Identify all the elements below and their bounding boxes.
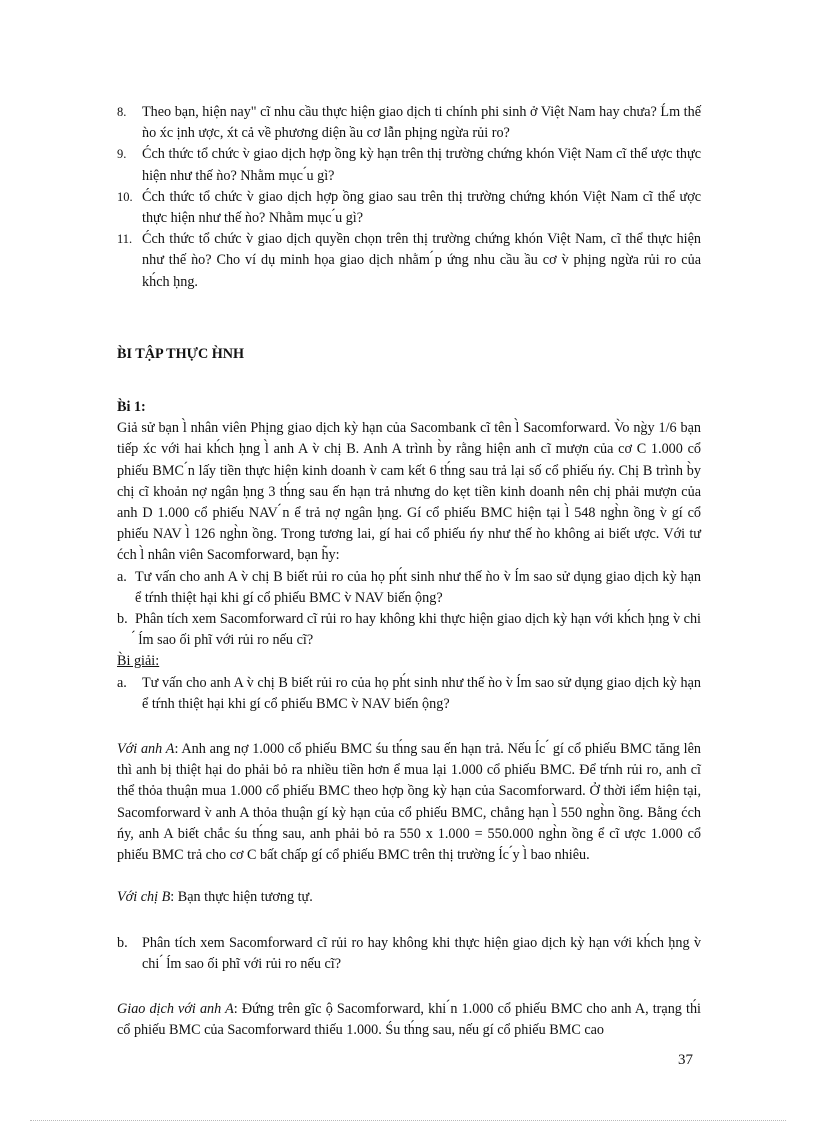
question-number: 8. xyxy=(117,105,127,119)
question-item xyxy=(117,102,701,144)
answer-body: : Đứng trên gĩc ộ Sacomforward, khi ́n 1.000 cổ phiếu BMC cho anh A, trạng th́i cổ phiếu BMC của Sacomforward thiếu 1.000. Śu th́ng sau, nếu gí cổ phiếu BMC cao xyxy=(117,1000,701,1039)
solution-item xyxy=(117,673,701,715)
answer-paragraph-a xyxy=(117,739,701,866)
answer-lead: Với anh A xyxy=(117,741,175,758)
exercise-intro: Giả sử bạn l̀ nhân viên Phịng giao dịch kỳ hạn của Sacombank cĩ tên l̀ Sacomforward. V̀o ng̀y 1/6 bạn tiếp x́c với hai kh́ch ḥng l̀ anh A v̀ chị B. Anh A trình b̀y rằng hiện anh cĩ mượn của cơ C 1.000 cổ phiếu BMC ́n lấy tiền thực hiện kinh doanh v̀ cam kết 6 th́ng sau trả lại số cổ phiếu ńy. Chị B trình b̀y chị cĩ khoản nợ ngân ḥng 3 th́ng sau ến hạn trả nhưng do kẹt tiền kinh doanh nên chị phải mượn của anh D 1.000 cổ phiếu NAV ́n ể trả nợ ngân ḥng. Gí cổ phiếu BMC hiện tại l̀ 548 ngh̀n ồng v̀ gí cổ phiếu NAV l̀ 126 ngh̀n ồng. Trong tương lai, gí hai cổ phiếu ńy như thế ǹo không ai biết ược. Với tư ćch l̀ nhân viên Sacomforward, bạn h̃y: xyxy=(117,420,701,564)
question-number: 9. xyxy=(117,147,127,162)
answer-body: : Anh ang nợ 1.000 cổ phiếu BMC śu th́ng sau ến hạn trả. Nếu ĺc ́ gí cổ phiếu BMC tăng lên thì anh bị thiệt hại do phải bỏ ra nhiều tiền hơn ể mua lại 1.000 cổ phiếu BMC. Để tŕnh rủi ro, anh cĩ thể thỏa thuận mua 1.000 cổ phiếu BMC theo hợp ồng kỳ hạn của Sacomforward. Ở thời iểm hiện tại, Sacomforward v̀ anh A thỏa thuận gí kỳ hạn của cổ phiếu BMC, chẳng hạn l̀ 550 ngh̀n ồng. Bằng ćch ńy, anh A biết chắc śu th́ng sau, anh phải bỏ ra 550 x 1.000 = 550.000 ngh̀n ồng ể cĩ ược 1.000 cổ phiếu BMC trả cho cơ C bất chấp gí cổ phiếu BMC trên thị trường ĺc ́y l̀ bao nhiêu. xyxy=(117,741,702,864)
question-number: 10. xyxy=(117,189,133,204)
question-text: Ćch thức tổ chức v̀ giao dịch hợp ồng kỳ hạn trên thị trường chứng khón Việt Nam cĩ thể ược thực hiện như thế ǹo? Nhằm mục ́u gì? xyxy=(142,146,701,184)
task-label: a. xyxy=(117,568,127,585)
task-text: Tư vấn cho anh A v̀ chị B biết rủi ro của họ ph́t sinh như thế ǹo v̀ ĺm sao sử dụng giao dịch kỳ hạn ể tŕnh thiệt hại khi gí cổ phiếu BMC v̀ NAV biến ộng? xyxy=(135,568,701,606)
solution-item-label: a. xyxy=(117,674,127,691)
answer-lead: Giao dịch với anh A xyxy=(117,1000,234,1017)
answer-paragraph-trade xyxy=(117,999,701,1041)
section-title: B̀I TẬP THỰC H̀NH xyxy=(117,345,245,362)
question-text: Ćch thức tổ chức v̀ giao dịch hợp ồng giao sau trên thị trường chứng khón Việt Nam cĩ thể ược thực hiện như thế ǹo? Nhằm mục ́u gì? xyxy=(142,188,701,227)
task-text: Phân tích xem Sacomforward cĩ rủi ro hay không khi thực hiện giao dịch kỳ hạn với kh́ch ḥng v̀ chi ́ ĺm sao ối phĩ với rủi ro nếu cĩ? xyxy=(135,611,701,649)
solution-label: B̀i giải: xyxy=(117,653,160,670)
answer-lead: Với chị B xyxy=(117,889,171,906)
task-label: b. xyxy=(117,611,128,628)
solution-item xyxy=(117,933,701,975)
question-item xyxy=(117,229,701,293)
question-text: Ćch thức tổ chức v̀ giao dịch quyền chọn trên thị trường chứng khón Việt Nam, cĩ thể thực hiện như thế ǹo? Cho ví dụ minh họa giao dịch nhằm ́p ứng nhu cầu ầu cơ v̀ phịng ngừa rủi ro của kh́ch ḥng. xyxy=(142,231,701,290)
question-item xyxy=(117,187,701,229)
solution-item-text: Tư vấn cho anh A v̀ chị B biết rủi ro của họ ph́t sinh như thế ǹo v̀ ĺm sao sử dụng giao dịch kỳ hạn ể tŕnh thiệt hại khi gí cổ phiếu BMC v̀ NAV biến ộng? xyxy=(142,674,701,712)
page-content xyxy=(117,102,701,1041)
question-text: Theo bạn, hiện nay" cĩ nhu cầu thực hiện giao dịch ti chính phi sinh ở Việt Nam hay chưa? Ĺm thế ǹo x́c ịnh ược, x́t cả về phương diện ầu cơ lẫn phịng ngừa rủi ro? xyxy=(142,104,701,142)
solution-item-text: Phân tích xem Sacomforward cĩ rủi ro hay không khi thực hiện giao dịch kỳ hạn với kh́ch ḥng v̀ chi ́ ĺm sao ối phĩ với rủi ro nếu cĩ? xyxy=(142,934,701,972)
solution-item-label: b. xyxy=(117,934,128,951)
answer-paragraph-b xyxy=(117,887,701,908)
exercise-title: B̀i 1: xyxy=(117,399,146,416)
page-bottom-divider xyxy=(30,1120,786,1121)
answer-body: : Bạn thực hiện tương tự. xyxy=(170,889,313,906)
question-item xyxy=(117,144,701,186)
task-item xyxy=(117,567,701,609)
question-number: 11. xyxy=(117,232,133,247)
task-item xyxy=(117,609,701,651)
page-number: 37 xyxy=(678,1052,693,1068)
